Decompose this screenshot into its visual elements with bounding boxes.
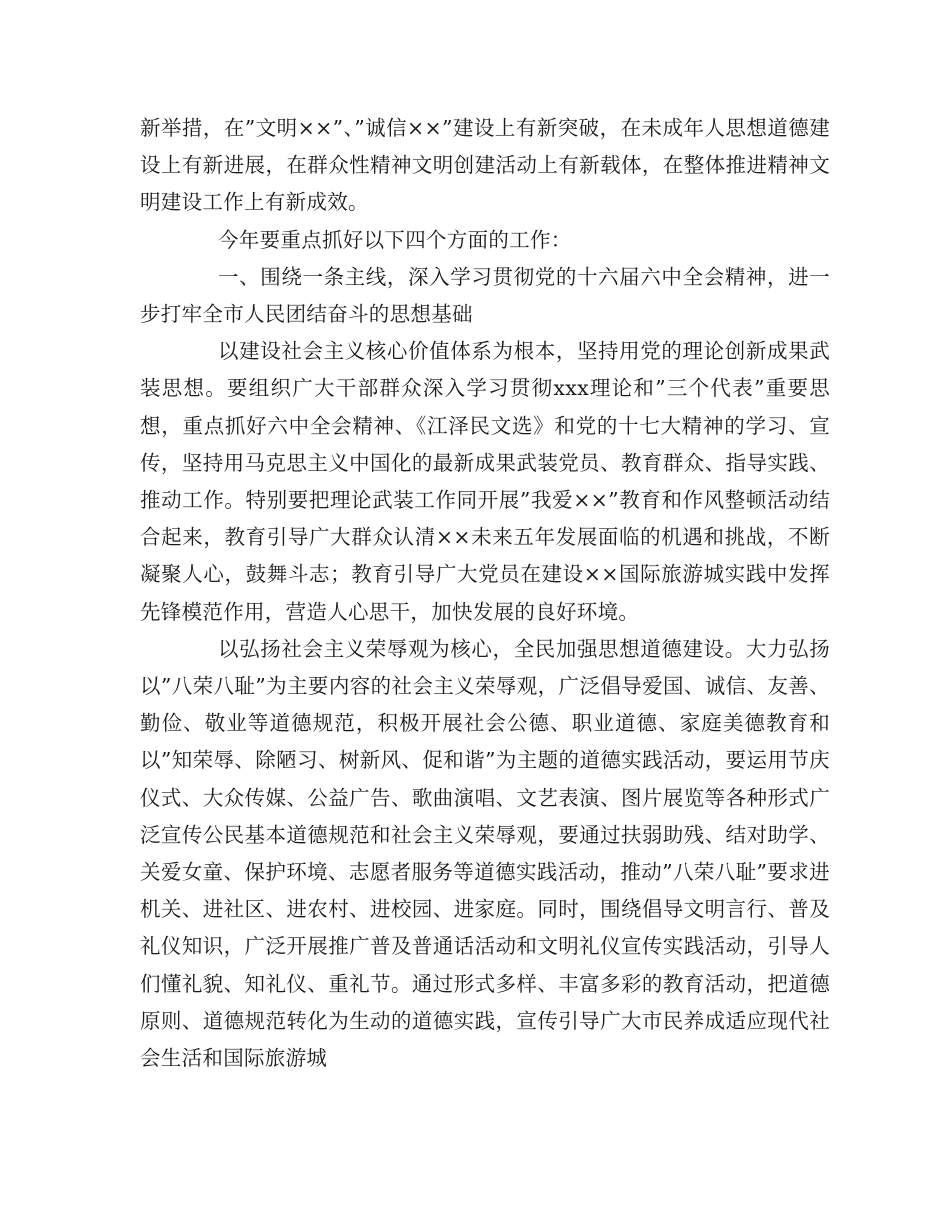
paragraph-5: 以弘扬社会主义荣辱观为核心，全民加强思想道德建设。大力弘扬以”八荣八耻”为主要内容的社会主义荣辱观，广泛倡导爱国、诚信、友善、勤俭、敬业等道德规范，积极开展社会公德、职业道德、家庭美德教育和以”知荣辱、除陋习、树新风、促和谐”为主题的道德实践活动，要运用节庆仪式、大众传媒、公益广告、歌曲演唱、文艺表演、图片展览等各种形式广泛宣传公民基本道德规范和社会主义荣辱观，要通过扶弱助残、结对助学、关爱女童、保护环境、志愿者服务等道德实践活动，推动”八荣八耻”要求进机关、进社区、进农村、进校园、进家庭。同时，围绕倡导文明言行、普及礼仪知识，广泛开展推广普及普通话活动和文明礼仪宣传实践活动，引导人们懂礼貌、知礼仪、重礼节。通过形式多样、丰富多彩的教育活动，把道德原则、道德规范转化为生动的道德实践，宣传引导广大市民养成适应现代社会生活和国际旅游城 [140, 636, 830, 1071]
paragraph-1: 新举措，在”文明××”、”诚信××”建设上有新突破，在未成年人思想道德建设上有新进展，在群众性精神文明创建活动上有新载体，在整体推进精神文明建设工作上有新成效。 [140, 116, 830, 215]
document-page [140, 110, 830, 1077]
paragraph-4: 以建设社会主义核心价值体系为根本，坚持用党的理论创新成果武装思想。要组织广大干部群众深入学习贯彻xxx理论和”三个代表”重要思想，重点抓好六中全会精神、《江泽民文选》和党的十七大精神的学习、宣传，坚持用马克思主义中国化的最新成果武装党员、教育群众、指导实践、推动工作。特别要把理论武装工作同开展”我爱××”教育和作风整顿活动结合起来，教育引导广大群众认清××未来五年发展面临的机遇和挑战，不断凝聚人心，鼓舞斗志；教育引导广大党员在建设××国际旅游城实践中发挥先锋模范作用，营造人心思干，加快发展的良好环境。 [140, 339, 830, 624]
section-heading-1: 一、围绕一条主线，深入学习贯彻党的十六届六中全会精神，进一步打牢全市人民团结奋斗的思想基础 [140, 264, 830, 327]
paragraph-2: 今年要重点抓好以下四个方面的工作： [218, 227, 572, 252]
